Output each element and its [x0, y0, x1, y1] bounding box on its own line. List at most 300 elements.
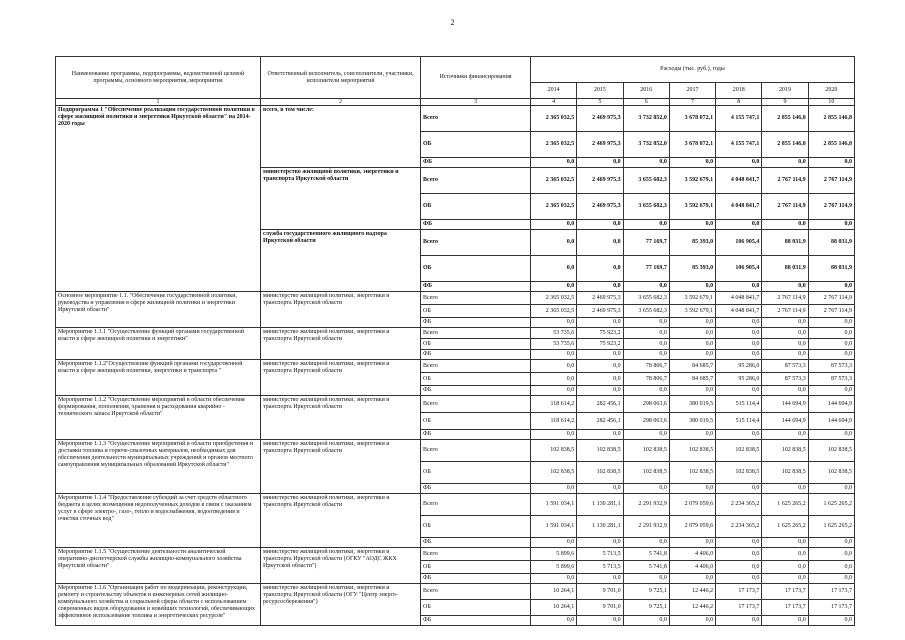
financing-source: ОБ [421, 413, 531, 430]
expense-value: 0,0 [808, 616, 854, 626]
expense-value: 2 767 114,9 [808, 168, 854, 194]
expense-value: 144 694,9 [808, 396, 854, 413]
responsible-executor: министерство жилищной политики, энергетики и транспорта Иркутской области [261, 328, 421, 360]
financing-source: Всего [421, 548, 531, 561]
expense-value: 9 701,0 [577, 600, 623, 616]
expense-value: 102 838,5 [669, 440, 715, 462]
expense-value: 1 591 034,1 [531, 494, 577, 516]
expense-value: 0,0 [531, 616, 577, 626]
expense-value: 2 767 114,9 [808, 194, 854, 220]
expense-value: 1 130 281,1 [577, 494, 623, 516]
expense-value: 1 130 281,1 [577, 516, 623, 538]
expense-value: 298 063,6 [623, 413, 669, 430]
financing-source: Всего [421, 230, 531, 256]
expense-value: 4 048 841,7 [716, 305, 762, 318]
expense-value: 2 079 059,6 [669, 494, 715, 516]
expense-value: 2 855 146,8 [808, 106, 854, 132]
expense-value: 2 767 114,9 [808, 305, 854, 318]
expense-value: 0,0 [577, 373, 623, 386]
expense-value: 4 048 841,7 [716, 194, 762, 220]
financing-source: Всего [421, 396, 531, 413]
expense-value: 106 905,4 [716, 230, 762, 256]
expense-value: 0,0 [531, 484, 577, 494]
expense-value: 17 173,7 [716, 600, 762, 616]
column-index: 8 [716, 99, 762, 106]
expense-value: 84 685,7 [669, 360, 715, 373]
financing-source: ОБ [421, 600, 531, 616]
expense-value: 2 767 114,9 [762, 168, 808, 194]
header-year: 2017 [669, 83, 715, 99]
responsible-executor: министерство жилищной политики, энергетики и транспорта Иркутской области [261, 494, 421, 548]
expense-value: 9 701,0 [577, 584, 623, 600]
expense-value: 10 264,1 [531, 600, 577, 616]
expense-value: 102 838,5 [577, 462, 623, 484]
expense-value: 5 713,5 [577, 561, 623, 574]
financing-source: ФБ [421, 158, 531, 168]
expense-value: 2 767 114,9 [762, 292, 808, 305]
expense-value: 4 048 841,7 [716, 168, 762, 194]
expense-value: 0,0 [577, 158, 623, 168]
expense-value: 0,0 [716, 548, 762, 561]
expense-value: 0,0 [716, 484, 762, 494]
expense-value: 95 286,0 [716, 373, 762, 386]
table-row [56, 584, 855, 600]
expense-value: 0,0 [762, 561, 808, 574]
financing-source: ОБ [421, 305, 531, 318]
expense-value: 0,0 [808, 574, 854, 584]
expense-value: 5 741,8 [623, 548, 669, 561]
expense-value: 0,0 [716, 220, 762, 230]
expense-value: 0,0 [762, 282, 808, 292]
expense-value: 0,0 [623, 574, 669, 584]
expense-value: 0,0 [762, 386, 808, 396]
expense-value: 0,0 [577, 386, 623, 396]
expense-value: 0,0 [623, 339, 669, 350]
expense-value: 0,0 [531, 256, 577, 282]
program-name: Подпрограмма 1 "Обеспечение реализации государственной политики в сфере жилищной политики и энергетики Иркутской области" на 2014-2020 годы [56, 106, 261, 292]
expense-value: 17 173,7 [808, 584, 854, 600]
financing-source: Всего [421, 292, 531, 305]
expense-value: 4 048 841,7 [716, 292, 762, 305]
financing-source: ФБ [421, 282, 531, 292]
expense-value: 2 365 032,5 [531, 168, 577, 194]
expense-value: 0,0 [669, 328, 715, 339]
financing-source: ОБ [421, 132, 531, 158]
expense-value: 2 469 975,3 [577, 132, 623, 158]
expense-value: 0,0 [762, 538, 808, 548]
column-index: 5 [577, 99, 623, 106]
table-row [56, 292, 855, 305]
financing-source: ФБ [421, 318, 531, 328]
expense-value: 1 625 265,2 [762, 516, 808, 538]
expense-value: 0,0 [531, 158, 577, 168]
table-row [56, 396, 855, 413]
expense-value: 0,0 [577, 430, 623, 440]
expense-value: 85 393,0 [669, 256, 715, 282]
expense-value: 0,0 [762, 339, 808, 350]
responsible-executor: министерство жилищной политики, энергетики и транспорта Иркутской области (ОГКУ "АОДС ЖКХ Иркутской области") [261, 548, 421, 584]
program-name: Мероприятие 1.1.1 "Осуществление функций органами государственной власти в сфере жилищной политики и энергетики" [56, 328, 261, 360]
expense-value: 78 806,7 [623, 360, 669, 373]
expense-value: 2 079 059,6 [669, 516, 715, 538]
expense-value: 0,0 [716, 158, 762, 168]
expense-value: 0,0 [716, 318, 762, 328]
expense-value: 0,0 [762, 318, 808, 328]
expense-value: 102 838,5 [577, 440, 623, 462]
financing-source: ФБ [421, 350, 531, 360]
financing-source: Всего [421, 584, 531, 600]
expense-value: 88 031,9 [808, 256, 854, 282]
table-row [56, 440, 855, 462]
expense-value: 5 713,5 [577, 548, 623, 561]
expense-value: 0,0 [577, 256, 623, 282]
expense-value: 2 469 975,3 [577, 305, 623, 318]
responsible-executor: министерство жилищной политики, энергетики и транспорта Иркутской области [261, 292, 421, 328]
expense-value: 0,0 [762, 574, 808, 584]
expense-value: 0,0 [577, 538, 623, 548]
expense-value: 515 114,4 [716, 396, 762, 413]
financing-source: ФБ [421, 574, 531, 584]
expense-value: 0,0 [716, 538, 762, 548]
column-index: 2 [261, 99, 421, 106]
expense-value: 0,0 [623, 484, 669, 494]
expense-value: 0,0 [623, 386, 669, 396]
financing-source: ФБ [421, 220, 531, 230]
expense-value: 75 923,2 [577, 328, 623, 339]
expense-value: 4 155 747,1 [716, 132, 762, 158]
expense-value: 106 905,4 [716, 256, 762, 282]
expense-value: 0,0 [531, 282, 577, 292]
expense-value: 0,0 [577, 230, 623, 256]
expense-value: 4 406,0 [669, 548, 715, 561]
expense-value: 17 173,7 [808, 600, 854, 616]
expense-value: 77 169,7 [623, 230, 669, 256]
expense-value: 0,0 [762, 158, 808, 168]
expense-value: 0,0 [808, 318, 854, 328]
program-name: Мероприятие 1.1.3 "Осуществление мероприятий в области приобретения и доставки топлива и горюче-смазочных материалов, необходимых для обеспечения деятельности муниципальных учреждений и органов местного самоуправления муниципальных образований Иркутской области" [56, 440, 261, 494]
expense-value: 0,0 [808, 350, 854, 360]
financing-source: ФБ [421, 616, 531, 626]
expense-value: 0,0 [577, 220, 623, 230]
expense-value: 0,0 [623, 430, 669, 440]
expense-value: 0,0 [762, 430, 808, 440]
header-responsible: Ответственный исполнитель, соисполнители, участники, исполнители мероприятий [261, 57, 421, 99]
expense-value: 515 114,4 [716, 413, 762, 430]
expense-value: 0,0 [577, 616, 623, 626]
expenses-table [55, 56, 855, 626]
expense-value: 2 855 146,8 [762, 106, 808, 132]
financing-source: Всего [421, 360, 531, 373]
responsible-executor: министерство жилищной политики, энергетики и транспорта Иркутской области [261, 396, 421, 440]
expense-value: 0,0 [808, 538, 854, 548]
expense-value: 3 592 679,1 [669, 168, 715, 194]
financing-source: ОБ [421, 256, 531, 282]
expense-value: 3 678 072,1 [669, 132, 715, 158]
expense-value: 3 655 682,3 [623, 168, 669, 194]
expense-value: 0,0 [716, 574, 762, 584]
table-row [56, 548, 855, 561]
expense-value: 282 456,1 [577, 413, 623, 430]
expense-value: 9 725,1 [623, 584, 669, 600]
expense-value: 102 838,5 [623, 440, 669, 462]
expense-value: 77 169,7 [623, 256, 669, 282]
expense-value: 2 855 146,8 [808, 132, 854, 158]
expense-value: 0,0 [808, 484, 854, 494]
expense-value: 2 469 975,3 [577, 106, 623, 132]
expense-value: 3 592 679,1 [669, 194, 715, 220]
expense-value: 0,0 [716, 561, 762, 574]
expense-value: 0,0 [531, 386, 577, 396]
expense-value: 2 767 114,9 [808, 292, 854, 305]
responsible-executor: министерство жилищной политики, энергетики и транспорта Иркутской области (ОГУ "Центр энерго-ресурсосбережения") [261, 584, 421, 626]
financing-source: Всего [421, 106, 531, 132]
page-number: 2 [450, 18, 455, 27]
expense-value: 0,0 [808, 328, 854, 339]
expense-value: 1 625 265,2 [808, 516, 854, 538]
expense-value: 95 286,0 [716, 360, 762, 373]
expense-value: 0,0 [669, 484, 715, 494]
expense-value: 0,0 [669, 538, 715, 548]
expense-value: 0,0 [623, 220, 669, 230]
column-index: 6 [623, 99, 669, 106]
expense-value: 0,0 [669, 220, 715, 230]
column-index: 9 [762, 99, 808, 106]
expense-value: 1 625 265,2 [762, 494, 808, 516]
expense-value: 0,0 [669, 350, 715, 360]
expense-value: 0,0 [762, 350, 808, 360]
expense-value: 144 694,9 [762, 413, 808, 430]
expense-value: 0,0 [623, 282, 669, 292]
expense-value: 0,0 [808, 339, 854, 350]
expense-value: 102 838,5 [762, 440, 808, 462]
expense-value: 2 291 932,9 [623, 494, 669, 516]
expense-value: 1 625 265,2 [808, 494, 854, 516]
program-name: Мероприятие 1.1.5 "Осуществление деятельности аналитической оперативно-диспетчерской службы жилищно-коммунального хозяйства Иркутской области" [56, 548, 261, 584]
expense-value: 88 031,9 [762, 256, 808, 282]
financing-source: Всего [421, 494, 531, 516]
header-year: 2014 [531, 83, 577, 99]
header-source: Источники финансирования [421, 57, 531, 99]
expense-value: 0,0 [762, 484, 808, 494]
expense-value: 282 456,1 [577, 396, 623, 413]
expense-value: 102 838,5 [716, 440, 762, 462]
financing-source: Всего [421, 328, 531, 339]
expense-value: 144 694,9 [808, 413, 854, 430]
expense-value: 0,0 [762, 220, 808, 230]
expense-value: 0,0 [531, 373, 577, 386]
expense-value: 0,0 [577, 282, 623, 292]
expense-value: 0,0 [808, 548, 854, 561]
expense-value: 118 614,2 [531, 413, 577, 430]
table-row [56, 328, 855, 339]
program-name: Основное мероприятие 1.1. "Обеспечение государственной политики, руководства и управления в сфере жилищной политики и энергетики Иркутской области" [56, 292, 261, 328]
expense-value: 88 031,9 [762, 230, 808, 256]
expense-value: 0,0 [808, 430, 854, 440]
expense-value: 88 031,9 [808, 230, 854, 256]
expense-value: 2 767 114,9 [762, 305, 808, 318]
expense-value: 17 173,7 [762, 584, 808, 600]
expense-value: 17 173,7 [716, 584, 762, 600]
expense-value: 102 838,5 [808, 462, 854, 484]
expense-value: 87 573,3 [808, 360, 854, 373]
expense-value: 0,0 [531, 360, 577, 373]
financing-source: ФБ [421, 430, 531, 440]
expense-value: 53 735,6 [531, 339, 577, 350]
expense-value: 0,0 [808, 220, 854, 230]
program-name: Мероприятие 1.1.2"Осуществление функций органами государственной власти в сфере жилищной политики, энергетики и транспорта " [56, 360, 261, 396]
financing-source: ФБ [421, 538, 531, 548]
expense-value: 0,0 [716, 430, 762, 440]
header-year: 2015 [577, 83, 623, 99]
expense-value: 53 735,6 [531, 328, 577, 339]
expense-value: 2 365 032,5 [531, 106, 577, 132]
expense-value: 3 732 852,0 [623, 106, 669, 132]
expense-value: 17 173,7 [762, 600, 808, 616]
expense-value: 0,0 [577, 350, 623, 360]
expense-value: 102 838,5 [669, 462, 715, 484]
expense-value: 298 063,6 [623, 396, 669, 413]
header-year: 2019 [762, 83, 808, 99]
expense-value: 12 446,2 [669, 584, 715, 600]
expense-value: 380 019,5 [669, 413, 715, 430]
expense-value: 3 732 852,0 [623, 132, 669, 158]
expense-value: 0,0 [531, 318, 577, 328]
responsible-executor: министерство жилищной политики, энергетики и транспорта Иркутской области [261, 168, 421, 230]
expense-value: 102 838,5 [762, 462, 808, 484]
expense-value: 0,0 [577, 318, 623, 328]
header-year: 2020 [808, 83, 854, 99]
expense-value: 102 838,5 [531, 462, 577, 484]
expense-value: 85 393,0 [669, 230, 715, 256]
expense-value: 75 923,2 [577, 339, 623, 350]
expense-value: 0,0 [669, 616, 715, 626]
program-name: Мероприятие 1.1.2 "Осуществление мероприятий в области обеспечения формирования, пополнения, хранения и расходования аварийно - технического запаса Иркутской области" [56, 396, 261, 440]
expense-value: 2 767 114,9 [762, 194, 808, 220]
expense-value: 0,0 [716, 282, 762, 292]
expense-value: 3 655 682,3 [623, 305, 669, 318]
expense-value: 5 741,8 [623, 561, 669, 574]
column-index: 1 [56, 99, 261, 106]
expense-value: 0,0 [623, 538, 669, 548]
expense-value: 0,0 [531, 574, 577, 584]
program-name: Мероприятие 1.1.6 "Организация работ по модернизации, реконструкции, ремонту и строительству объектов и инженерных сетей жилищно-коммунального хозяйства и социальной сферы области с использованием современных видов оборудования и новейших технологий, обеспечивающих эффективное использование топлива и энергетических ресурсов" [56, 584, 261, 626]
expense-value: 2 365 032,5 [531, 292, 577, 305]
financing-source: ОБ [421, 516, 531, 538]
expense-value: 0,0 [669, 158, 715, 168]
expense-value: 2 365 032,5 [531, 305, 577, 318]
expense-value: 87 573,3 [762, 360, 808, 373]
expense-value: 0,0 [669, 282, 715, 292]
expense-value: 0,0 [623, 158, 669, 168]
header-expenses: Расходы (тыс. руб.), годы [531, 57, 855, 83]
expense-value: 0,0 [577, 574, 623, 584]
expense-value: 0,0 [808, 386, 854, 396]
expense-value: 2 469 975,3 [577, 194, 623, 220]
responsible-executor: служба государственного жилищного надзора Иркутской области [261, 230, 421, 292]
table-row [56, 106, 855, 132]
column-index: 7 [669, 99, 715, 106]
financing-source: ОБ [421, 194, 531, 220]
header-name: Наименование программы, подпрограммы, ведомственной целевой программы, основного мероприятия, мероприятия [56, 57, 261, 99]
expense-value: 78 806,7 [623, 373, 669, 386]
expense-value: 0,0 [531, 430, 577, 440]
expense-value: 102 838,5 [808, 440, 854, 462]
financing-source: ФБ [421, 484, 531, 494]
responsible-executor: министерство жилищной политики, энергетики и транспорта Иркутской области [261, 440, 421, 494]
expense-value: 2 469 975,3 [577, 292, 623, 305]
expense-value: 9 725,1 [623, 600, 669, 616]
expense-value: 2 291 932,9 [623, 516, 669, 538]
expense-value: 0,0 [623, 616, 669, 626]
expense-value: 0,0 [669, 386, 715, 396]
expense-value: 0,0 [762, 616, 808, 626]
expense-value: 0,0 [669, 339, 715, 350]
financing-source: ОБ [421, 561, 531, 574]
header-year: 2018 [716, 83, 762, 99]
expense-value: 380 019,5 [669, 396, 715, 413]
financing-source: ОБ [421, 462, 531, 484]
expense-value: 0,0 [669, 574, 715, 584]
expense-value: 0,0 [669, 430, 715, 440]
expense-value: 84 685,7 [669, 373, 715, 386]
expense-value: 102 838,5 [623, 462, 669, 484]
expense-value: 0,0 [531, 350, 577, 360]
expense-value: 10 264,1 [531, 584, 577, 600]
column-index: 4 [531, 99, 577, 106]
expense-value: 0,0 [531, 230, 577, 256]
expense-value: 3 655 682,3 [623, 194, 669, 220]
expense-value: 144 694,9 [762, 396, 808, 413]
expense-value: 102 838,5 [531, 440, 577, 462]
financing-source: Всего [421, 440, 531, 462]
expense-value: 0,0 [808, 158, 854, 168]
program-name: Мероприятие 1.1.4 "Предоставление субсидий за счет средств областного бюджета в целях возмещения недополученных доходов в связи с оказанием услуг в сфере электро-, газо-, тепло и водоснабжения, водоотведения и очистки сточных вод" [56, 494, 261, 548]
expense-value: 0,0 [577, 360, 623, 373]
financing-source: ОБ [421, 339, 531, 350]
expense-value: 0,0 [531, 220, 577, 230]
expense-value: 3 592 679,1 [669, 292, 715, 305]
expense-value: 0,0 [808, 282, 854, 292]
table-row [56, 494, 855, 516]
financing-source: Всего [421, 168, 531, 194]
expense-value: 5 899,6 [531, 548, 577, 561]
expense-value: 4 155 747,1 [716, 106, 762, 132]
expense-value: 2 234 365,2 [716, 494, 762, 516]
expense-value: 3 592 679,1 [669, 305, 715, 318]
expense-value: 2 234 365,2 [716, 516, 762, 538]
expense-value: 0,0 [669, 318, 715, 328]
expense-value: 0,0 [716, 350, 762, 360]
expense-value: 2 469 975,3 [577, 168, 623, 194]
expense-value: 0,0 [808, 561, 854, 574]
expense-value: 0,0 [623, 328, 669, 339]
expense-value: 0,0 [762, 548, 808, 561]
expense-value: 3 655 682,3 [623, 292, 669, 305]
expense-value: 2 855 146,8 [762, 132, 808, 158]
expense-value: 3 678 072,1 [669, 106, 715, 132]
expense-value: 2 365 032,5 [531, 194, 577, 220]
financing-source: ФБ [421, 386, 531, 396]
expense-value: 118 614,2 [531, 396, 577, 413]
expense-value: 0,0 [716, 339, 762, 350]
expense-value: 5 899,6 [531, 561, 577, 574]
expense-value: 87 573,3 [808, 373, 854, 386]
expense-value: 0,0 [716, 616, 762, 626]
expense-value: 0,0 [623, 318, 669, 328]
expense-value: 0,0 [577, 484, 623, 494]
column-index: 10 [808, 99, 854, 106]
financing-source: ОБ [421, 373, 531, 386]
